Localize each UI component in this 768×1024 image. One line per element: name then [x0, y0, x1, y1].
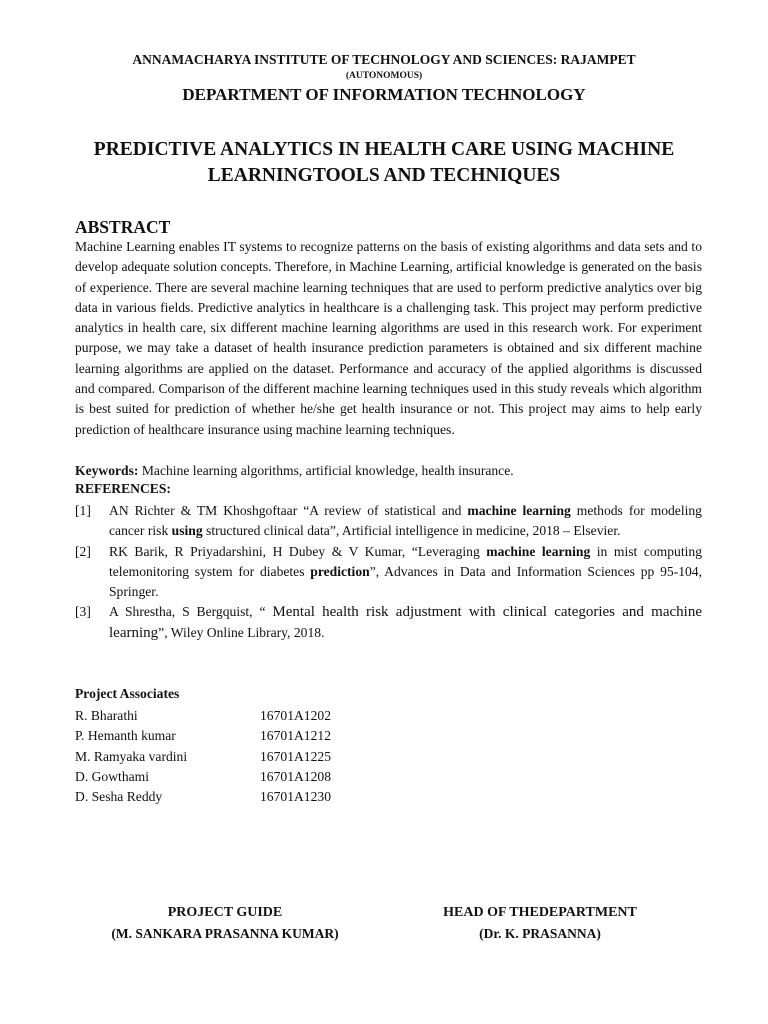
hod-title: HEAD OF THEDEPARTMENT	[443, 905, 637, 920]
hod-signature	[395, 902, 685, 944]
associate-name: D. Gowthami	[75, 768, 150, 784]
associate-name: M. Ramyaka vardini	[75, 748, 188, 764]
abstract-text: Machine Learning enables IT systems to recognize patterns on the basis of existing algorithms and data sets and to develop adequate solution concepts. Therefore, in Machine Learning, artificial knowledge is generated on the basis of experience. There are several machine learning techniques that are used to perform predictive analytics over big data in various fields. Predictive analytics in healthcare is a challenging task. This project may perform predictive analytics in health care, six different machine learning algorithms are used in this research work. For experiment purpose, we may take a dataset of health insurance prediction parameters is obtained and six different machine learning algorithms are applied on the dataset. Performance and accuracy of the applied algorithms is discussed and compared. Comparison of the different machine learning techniques used in this study reveals which algorithm is best suited for prediction of whether he/she get health insurance or not. This project may aims to help early prediction of healthcare insurance using machine learning techniques.	[75, 239, 702, 437]
associate-row	[75, 767, 475, 787]
keywords-text: Machine learning algorithms, artificial knowledge, health insurance.	[138, 463, 514, 478]
department-name: DEPARTMENT OF INFORMATION TECHNOLOGY	[182, 85, 586, 104]
autonomous-label: (AUTONOMOUS)	[345, 71, 423, 81]
associate-id: 16701A1208	[260, 768, 331, 784]
abstract-heading: ABSTRACT	[75, 217, 171, 237]
reference-text	[109, 602, 702, 643]
associate-row	[75, 706, 475, 726]
title-line-2: LEARNINGTOOLS AND TECHNIQUES	[207, 165, 561, 186]
reference-text-part: structured clinical data”, Artificial intelligence in medicine, 2018 – Elsevier.	[202, 523, 621, 539]
reference-text-part: RK Barik, R Priyadarshini, H Dubey & V Kumar, “Leveraging	[109, 543, 487, 559]
keywords-label: Keywords:	[75, 463, 139, 478]
reference-text-part: A Shrestha, S Bergquist, “	[109, 604, 273, 620]
reference-text	[109, 501, 702, 542]
guide-name: (M. SANKARA PRASANNA KUMAR)	[111, 926, 339, 941]
reference-number: [3]	[75, 604, 91, 620]
associate-id: 16701A1202	[260, 708, 331, 723]
title-line-1: PREDICTIVE ANALYTICS IN HEALTH CARE USING MACHINE	[93, 139, 675, 160]
associates-list	[75, 706, 475, 807]
reference-text	[109, 542, 702, 603]
hod-name: (Dr. K. PRASANNA)	[479, 926, 601, 941]
reference-text-part: methods for modeling cancer risk	[109, 503, 702, 539]
reference-number: [2]	[75, 543, 91, 559]
reference-bold-term: using	[171, 523, 203, 539]
reference-item	[75, 542, 702, 603]
references-heading: REFERENCES:	[75, 481, 171, 496]
references-list	[75, 501, 702, 643]
institute-name: ANNAMACHARYA INSTITUTE OF TECHNOLOGY AND SCIENCES: RAJAMPET	[132, 52, 636, 67]
document-title	[60, 137, 708, 189]
reference-text-part: ”, Advances in Data and Information Sciences pp 95-104, Springer.	[109, 563, 703, 600]
reference-bold-term: machine learning	[467, 503, 571, 518]
associate-id: 16701A1225	[260, 748, 331, 764]
associate-row	[75, 787, 475, 807]
associate-name: D. Sesha Reddy	[75, 789, 163, 805]
reference-text-part: AN Richter & TM Khoshgoftaar “A review of statistical and	[109, 503, 468, 518]
associate-row	[75, 726, 475, 746]
reference-text-part: in mist computing telemonitoring system for diabetes	[109, 543, 702, 579]
associate-name: P. Hemanth kumar	[75, 728, 176, 744]
project-guide-signature	[75, 902, 375, 944]
associates-heading: Project Associates	[75, 686, 180, 701]
guide-title: PROJECT GUIDE	[167, 905, 283, 920]
reference-bold-term: machine learning	[486, 543, 591, 559]
reference-item	[75, 501, 702, 542]
associate-row	[75, 747, 475, 767]
reference-title-text: Mental health risk adjustment with clinical categories and machine learning	[109, 604, 702, 641]
associate-id: 16701A1230	[260, 789, 331, 805]
associate-id: 16701A1212	[260, 728, 331, 744]
reference-text-part: ”, Wiley Online Library, 2018.	[158, 624, 325, 640]
associate-name: R. Bharathi	[75, 708, 138, 723]
reference-item	[75, 602, 702, 643]
reference-number: [1]	[75, 503, 91, 518]
keywords	[75, 461, 702, 481]
reference-bold-term: prediction	[310, 563, 370, 579]
